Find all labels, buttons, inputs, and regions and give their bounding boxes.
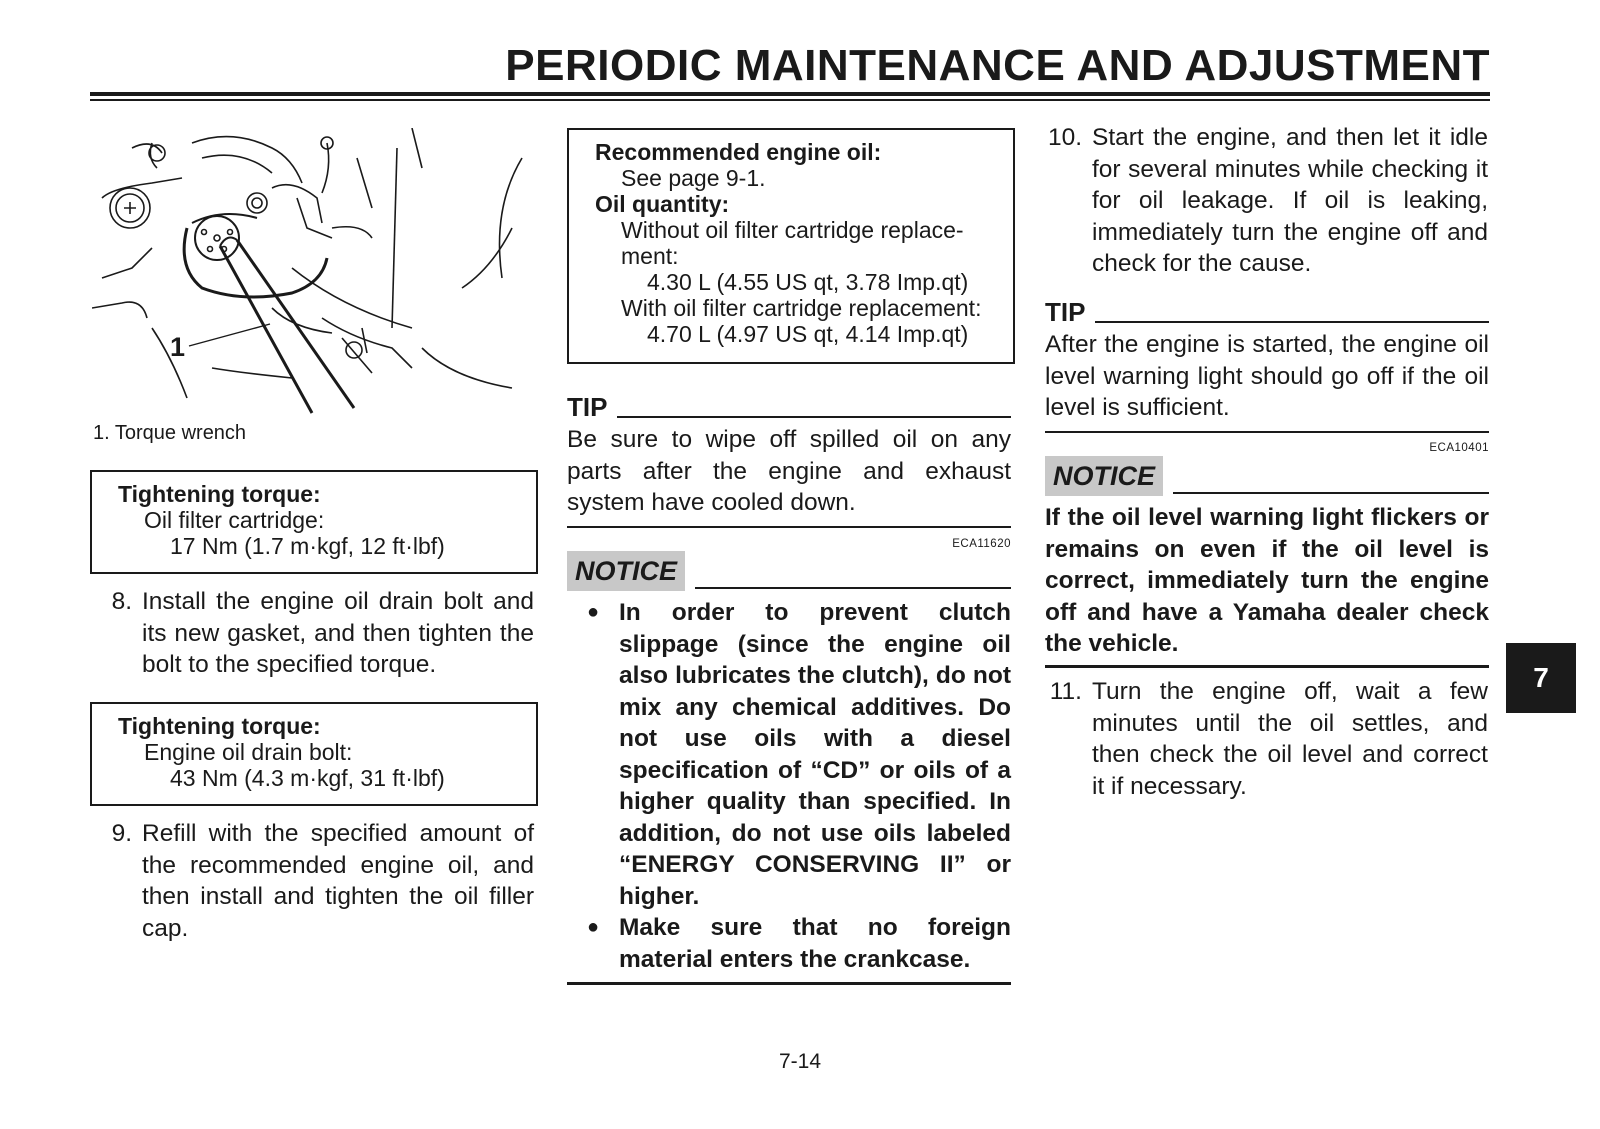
tip-end-rule [567, 526, 1011, 528]
step-number: 9. [111, 820, 132, 847]
step-11 [1040, 676, 1488, 802]
notice-label: NOTICE [1045, 456, 1163, 496]
spec-value: 43 Nm (4.3 m·kgf, 31 ft·lbf) [170, 765, 445, 791]
spec-item: Engine oil drain bolt: [144, 739, 353, 765]
chapter-tab: 7 [1506, 643, 1576, 713]
oil-quantity-heading: Oil quantity: [595, 191, 730, 217]
notice-heading [1045, 456, 1489, 496]
bullet-icon: ● [586, 916, 600, 938]
notice-end-rule [1045, 665, 1489, 668]
tip-label: TIP [567, 392, 608, 422]
torque-spec-box-drain-bolt [90, 702, 538, 806]
bullet-icon: ● [586, 601, 600, 623]
torque-spec-box-filter [90, 470, 538, 574]
tip-text: Be sure to wipe off spilled oil on any parts after the engine and exhaust system have cooled down. [567, 426, 1011, 516]
oil-quantity-with-label: With oil filter cartridge replacement: [621, 295, 982, 321]
tip-end-rule [1045, 431, 1489, 433]
notice-rule [1173, 492, 1489, 494]
oil-quantity-without-label: Without oil filter cartridge replace- [621, 217, 964, 243]
spec-value: 17 Nm (1.7 m·kgf, 12 ft·lbf) [170, 533, 445, 559]
oil-quantity-without-label-cont: ment: [621, 243, 679, 269]
step-9 [90, 818, 534, 944]
tip-label: TIP [1045, 297, 1086, 327]
oil-spec-box [567, 128, 1015, 364]
step-text: Turn the engine off, wait a few minutes until the oil settles, and then check the oil level and correct it if necessary. [1092, 678, 1488, 800]
step-number: 10. [1047, 124, 1082, 151]
oil-spec-heading: Recommended engine oil: [595, 139, 882, 165]
tip-text: After the engine is started, the engine oil level warning light should go off if the oil level is sufficient. [1045, 331, 1489, 421]
notice-bullet-text: Make sure that no foreign material enters the crankcase. [619, 914, 1011, 973]
tip-rule [617, 416, 1011, 418]
tip-heading [1045, 297, 1489, 327]
torque-wrench-illustration [92, 128, 537, 418]
notice-bullet-item [567, 597, 1011, 912]
step-text: Start the engine, and then let it idle for several minutes while checking it for oil leakage. If oil is leaking, immediately turn the engine off and check for the cause. [1092, 124, 1488, 277]
notice-rule [695, 587, 1011, 589]
header-rule-thick [90, 92, 1490, 96]
oil-quantity-without-value: 4.30 L (4.55 US qt, 3.78 Imp.qt) [647, 269, 969, 295]
step-10 [1040, 122, 1488, 280]
notice-code: ECA11620 [952, 538, 1011, 550]
notice-heading [567, 551, 1011, 591]
step-text: Install the engine oil drain bolt and its new gasket, and then tighten the bolt to the specified torque. [142, 588, 534, 678]
step-8 [90, 586, 534, 681]
figure-caption: 1. Torque wrench [93, 422, 247, 444]
notice-end-rule [567, 982, 1011, 985]
page-number: 7-14 [778, 1050, 822, 1073]
step-number: 8. [111, 588, 132, 615]
spec-heading: Tightening torque: [118, 481, 321, 507]
step-text: Refill with the specified amount of the recommended engine oil, and then install and tighten the oil filler cap. [142, 820, 534, 942]
page-title: PERIODIC MAINTENANCE AND ADJUSTMENT [505, 41, 1490, 90]
tip-heading [567, 392, 1011, 422]
spec-item: Oil filter cartridge: [144, 507, 325, 533]
notice-text: If the oil level warning light flickers or remains on even if the oil level is correct, immediately turn the engine off and have a Yamaha dealer check the vehicle. [1045, 504, 1489, 657]
notice-code: ECA10401 [1429, 442, 1489, 454]
notice-bullets [567, 597, 1011, 975]
step-number: 11. [1049, 678, 1082, 705]
header-rule-thin [90, 99, 1490, 101]
notice-bullet-text: In order to prevent clutch slippage (since the engine oil also lubricates the clutch), do not mix any chemical additives. Do not use oils with a diesel specification of “CD” or oils of a higher quality than specified. In addition, do not use oils labeled “ENERGY CONSERVING II” or higher. [619, 599, 1011, 910]
notice-label: NOTICE [567, 551, 685, 591]
notice-bullet-item [567, 912, 1011, 975]
oil-quantity-with-value: 4.70 L (4.97 US qt, 4.14 Imp.qt) [647, 321, 969, 347]
spec-heading: Tightening torque: [118, 713, 321, 739]
figure-callout-number: 1 [170, 332, 186, 362]
tip-rule [1095, 321, 1489, 323]
oil-spec-see-page: See page 9-1. [621, 165, 766, 191]
